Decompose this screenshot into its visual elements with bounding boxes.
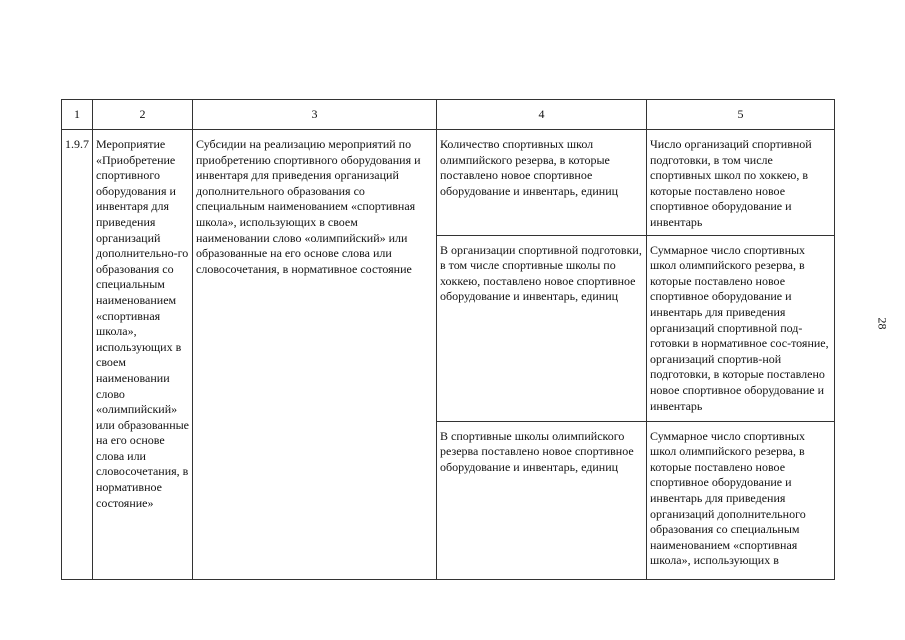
indicator-definition-cell: Суммарное число спортивных школ олимпийского резерва, в которые поставлено новое спортивное оборудование и инвентарь для приведения организаций спортивной под-готовки в нормативное сос-тояние, организаций спортив-ной подготовки, в которые поставлено новое спортивное оборудование и инвентарь [647, 235, 835, 421]
row-number-cell: 1.9.7 [62, 130, 93, 580]
header-cell-4: 4 [437, 100, 647, 130]
page-number: 28 [875, 317, 890, 330]
header-cell-2: 2 [93, 100, 193, 130]
indicator-definition-cell: Число организаций спортивной подготовки, в том числе спортивных школ по хоккею, в которые поставлено новое спортивное оборудование и инвентарь [647, 130, 835, 236]
header-cell-3: 3 [193, 100, 437, 130]
indicator-definition-cell: Суммарное число спортивных школ олимпийского резерва, в которые поставлено новое спортивное оборудование и инвентарь для приведения организаций дополнительного образования со специальным наименованием «спортивная школа», использующих в [647, 421, 835, 579]
subsidy-cell: Субсидии на реализацию мероприятий по приобретению спортивного оборудования и инвентаря для приведения организаций дополнительного образования со специальным наименованием «спортивная школа», использующих в своем наименовании слово «олимпийский» или образованные на его основе слова или словосочетания, в нормативное состояние [193, 130, 437, 580]
header-row [62, 100, 835, 130]
header-cell-1: 1 [62, 100, 93, 130]
indicator-name-cell: В организации спортивной подготовки, в том числе спортивные школы по хоккею, поставлено новое спортивное оборудование и инвентарь, единиц [437, 235, 647, 421]
table-row [62, 130, 835, 236]
data-table [61, 99, 835, 580]
indicator-name-cell: Количество спортивных школ олимпийского резерва, в которые поставлено новое спортивное оборудование и инвентарь, единиц [437, 130, 647, 236]
header-cell-5: 5 [647, 100, 835, 130]
event-cell: Мероприятие «Приобретение спортивного оборудования и инвентаря для приведения организаций дополнительно-го образования со специальным наименованием «спортивная школа», использующих в своем наименовании слово «олимпийский» или образованные на его основе слова или словосочетания, в нормативное состояние» [93, 130, 193, 580]
indicator-name-cell: В спортивные школы олимпийского резерва поставлено новое спортивное оборудование и инвентарь, единиц [437, 421, 647, 579]
